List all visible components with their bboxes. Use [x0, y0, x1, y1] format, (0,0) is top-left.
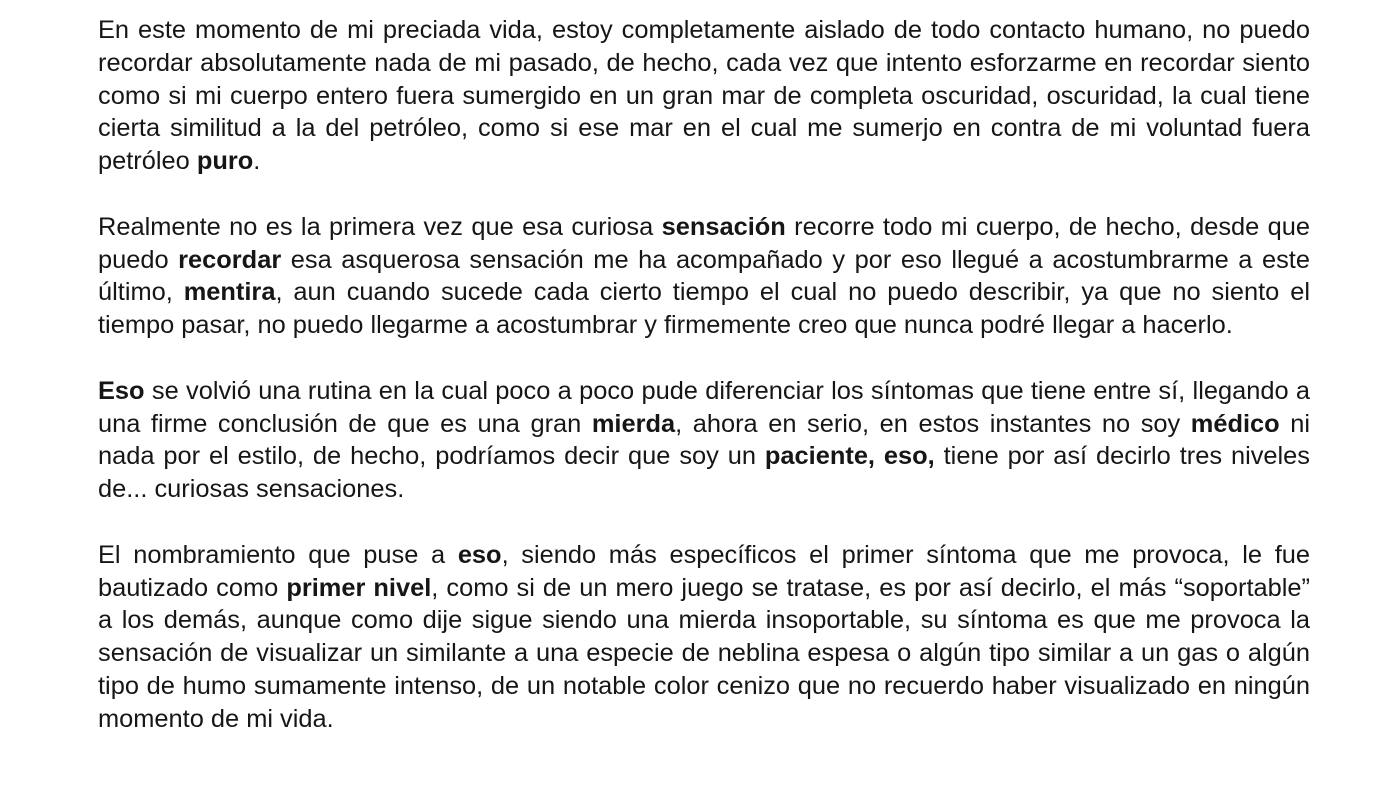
text-run: se volvió una rutina en la cual poco a poco pude diferenciar los síntomas que tiene entre sí, llegando a una firme conclusión de que es una gran — [98, 376, 1310, 438]
text-run: esa asquerosa sensación me ha acompañado y por eso llegué a acostumbrarme a este último, — [98, 245, 1310, 307]
text-run: , aun cuando sucede cada cierto tiempo el cual no puedo describir, ya que no siento el tiempo pasar, no puedo llegarme a acostumbrar y firmemente creo que nunca podré llegar a hacerlo. — [98, 278, 1310, 340]
paragraph-1 — [98, 14, 1310, 178]
bold-word: sensación — [661, 212, 786, 241]
bold-word: paciente, eso, — [764, 442, 935, 471]
paragraph-3 — [98, 375, 1310, 506]
bold-word: médico — [1190, 409, 1280, 438]
bold-word: recordar — [178, 245, 282, 274]
paragraph-4 — [98, 539, 1310, 736]
document-body — [98, 14, 1310, 736]
text-run: El nombramiento que puse a — [98, 540, 458, 569]
bold-word: mentira — [183, 278, 276, 307]
text-run: En este momento de mi preciada vida, estoy completamente aislado de todo contacto humano, no puedo recordar absolutamente nada de mi pasado, de hecho, cada vez que intento esforzarme en recordar siento como si mi cuerpo entero fuera sumergido en un gran mar de completa oscuridad, oscuridad, la cual tiene cierta similitud a la del petróleo, como si ese mar en el cual me sumerjo en contra de mi voluntad fuera petróleo — [98, 16, 1310, 176]
text-run: recorre todo mi cuerpo, de hecho, desde que puedo — [98, 212, 1310, 274]
bold-word: eso — [457, 540, 502, 569]
text-run: , como si de un mero juego se tratase, es por así decirlo, el más “soportable” a los demás, aunque como dije sigue siendo una mierda insoportable, su síntoma es que me provoca la sensación de visualizar un similante a una especie de neblina espesa o algún tipo similar a un gas o algún tipo de humo sumamente intenso, de un notable color cenizo que no recuerdo haber visualizado en ningún momento de mi vida. — [98, 573, 1310, 733]
text-run: . — [253, 147, 261, 176]
text-run: , siendo más específicos el primer síntoma que me provoca, le fue bautizado como — [98, 540, 1310, 602]
bold-word: primer nivel — [286, 573, 432, 602]
text-run: ni nada por el estilo, de hecho, podríamos decir que soy un — [98, 409, 1311, 471]
bold-word: Eso — [98, 376, 145, 405]
bold-word: puro — [196, 147, 254, 176]
text-run: tiene por así decirlo tres niveles de... curiosas sensaciones. — [98, 442, 1310, 504]
paragraph-2 — [98, 211, 1310, 342]
text-run: Realmente no es la primera vez que esa curiosa — [98, 212, 662, 241]
text-run: , ahora en serio, en estos instantes no soy — [675, 409, 1191, 438]
bold-word: mierda — [591, 409, 676, 438]
